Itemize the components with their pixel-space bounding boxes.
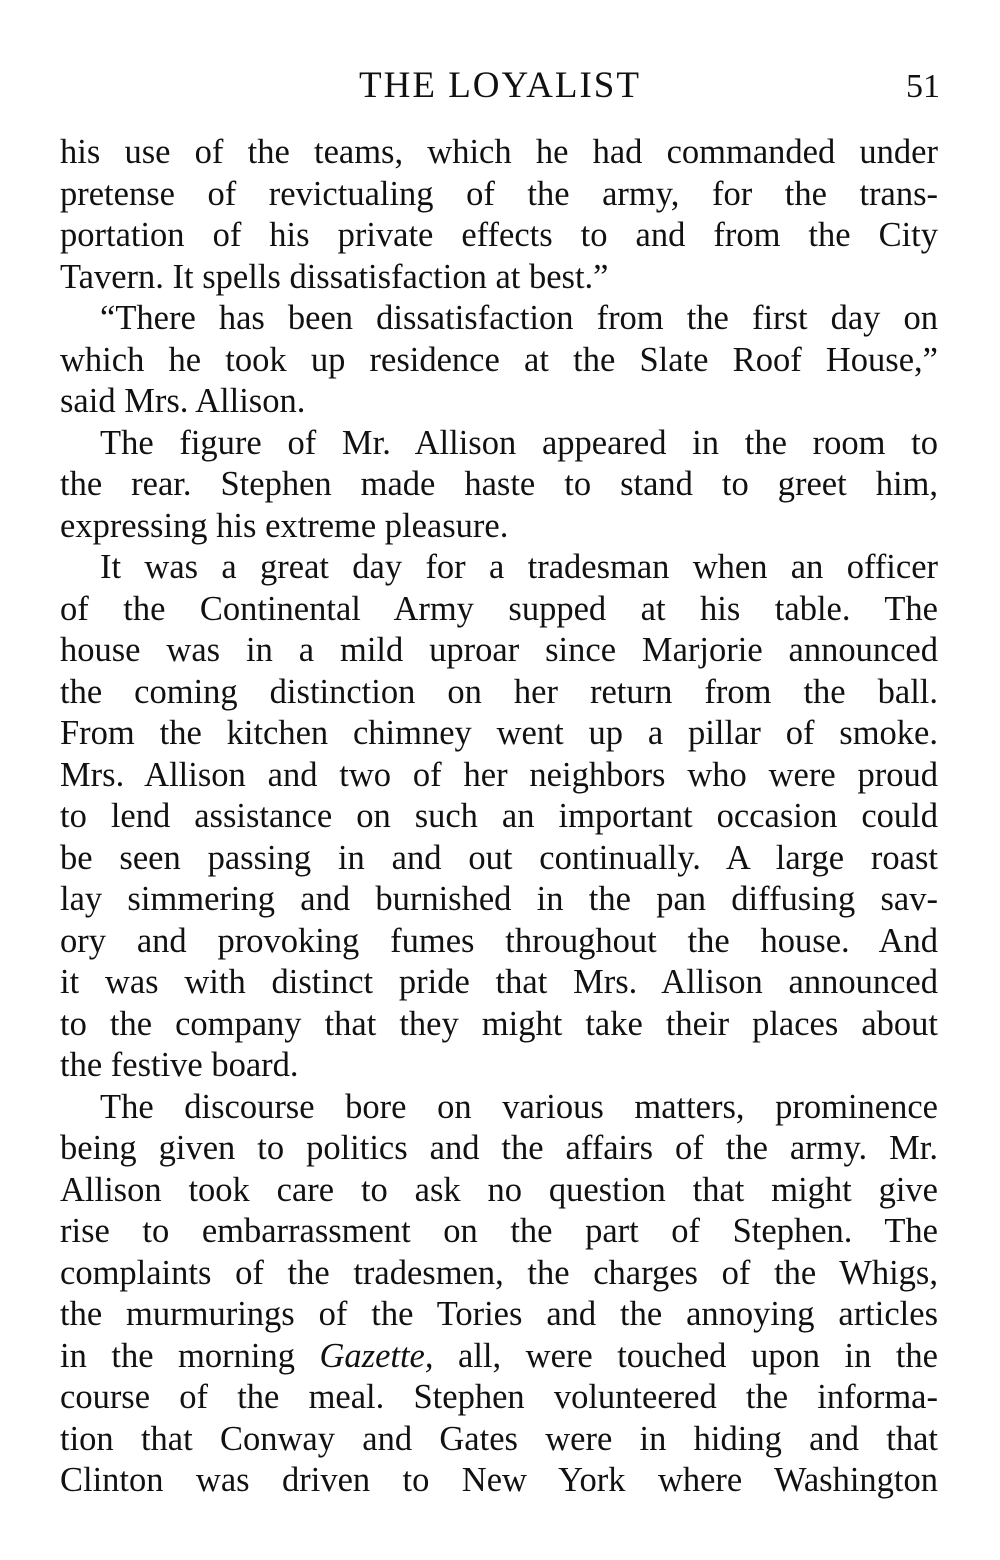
text-line: lay simmering and burnished in the pan diffusing sav- bbox=[60, 880, 938, 918]
text-line: complaints of the tradesmen, the charges of the Whigs, bbox=[60, 1253, 938, 1292]
text-line: expressing his extreme pleasure. bbox=[60, 506, 509, 545]
text-line: portation of his private effects to and from the City bbox=[60, 216, 938, 254]
text-line: to lend assistance on such an important occasion could bbox=[60, 797, 938, 835]
text-line: Allison took care to ask no question that might give bbox=[60, 1170, 938, 1209]
text-line: From the kitchen chimney went up a pillar of smoke. bbox=[60, 714, 938, 752]
paragraph bbox=[60, 423, 938, 548]
running-title: THE LOYALIST bbox=[359, 65, 641, 106]
italic-word: Gazette, bbox=[319, 1336, 434, 1375]
paragraph bbox=[60, 1087, 938, 1502]
text-line: rise to embarrassment on the part of Stephen. The bbox=[60, 1212, 938, 1250]
text-line: tion that Conway and Gates were in hiding and that bbox=[60, 1419, 938, 1458]
text-line: his use of the teams, which he had commanded under bbox=[60, 133, 938, 171]
text-line: to the company that they might take their places about bbox=[60, 1004, 938, 1043]
text-line: the rear. Stephen made haste to stand to greet him, bbox=[60, 465, 938, 503]
running-head bbox=[60, 64, 940, 108]
text-line: Mrs. Allison and two of her neighbors who were proud bbox=[60, 755, 938, 794]
text-line: pretense of revictualing of the army, for the trans- bbox=[60, 174, 938, 213]
text-line: being given to politics and the affairs of the army. Mr. bbox=[60, 1129, 938, 1167]
paragraph bbox=[60, 132, 938, 298]
text-line: course of the meal. Stephen volunteered the informa- bbox=[60, 1378, 938, 1416]
text-line: The figure of Mr. Allison appeared in the room to bbox=[100, 423, 938, 462]
text-line: in the morning Gazette, all, were touched upon in the bbox=[60, 1336, 938, 1375]
text-line: house was in a mild uproar since Marjorie announced bbox=[60, 631, 938, 669]
text-line: Tavern. It spells dissatisfaction at best.” bbox=[60, 257, 609, 296]
text-line: the festive board. bbox=[60, 1046, 299, 1084]
page-number: 51 bbox=[906, 68, 940, 105]
text-line: which he took up residence at the Slate Roof House,” bbox=[60, 340, 938, 379]
text-line: the murmurings of the Tories and the annoying articles bbox=[60, 1295, 938, 1333]
text-line: be seen passing in and out continually. A large roast bbox=[60, 838, 938, 877]
paragraph bbox=[60, 298, 938, 423]
text-line: The discourse bore on various matters, prominence bbox=[100, 1087, 938, 1126]
text-line: said Mrs. Allison. bbox=[60, 382, 306, 420]
text-line: the coming distinction on her return from the ball. bbox=[60, 672, 938, 711]
text-line: It was a great day for a tradesman when an officer bbox=[100, 548, 938, 586]
paragraph bbox=[60, 547, 938, 1087]
text-line: ory and provoking fumes throughout the house. And bbox=[60, 921, 938, 960]
body-text bbox=[60, 132, 938, 1502]
text-line: “There has been dissatisfaction from the first day on bbox=[100, 299, 938, 337]
text-line: of the Continental Army supped at his table. The bbox=[60, 589, 938, 628]
text-line: it was with distinct pride that Mrs. Allison announced bbox=[60, 963, 938, 1001]
text-line: Clinton was driven to New York where Washington bbox=[60, 1461, 938, 1499]
